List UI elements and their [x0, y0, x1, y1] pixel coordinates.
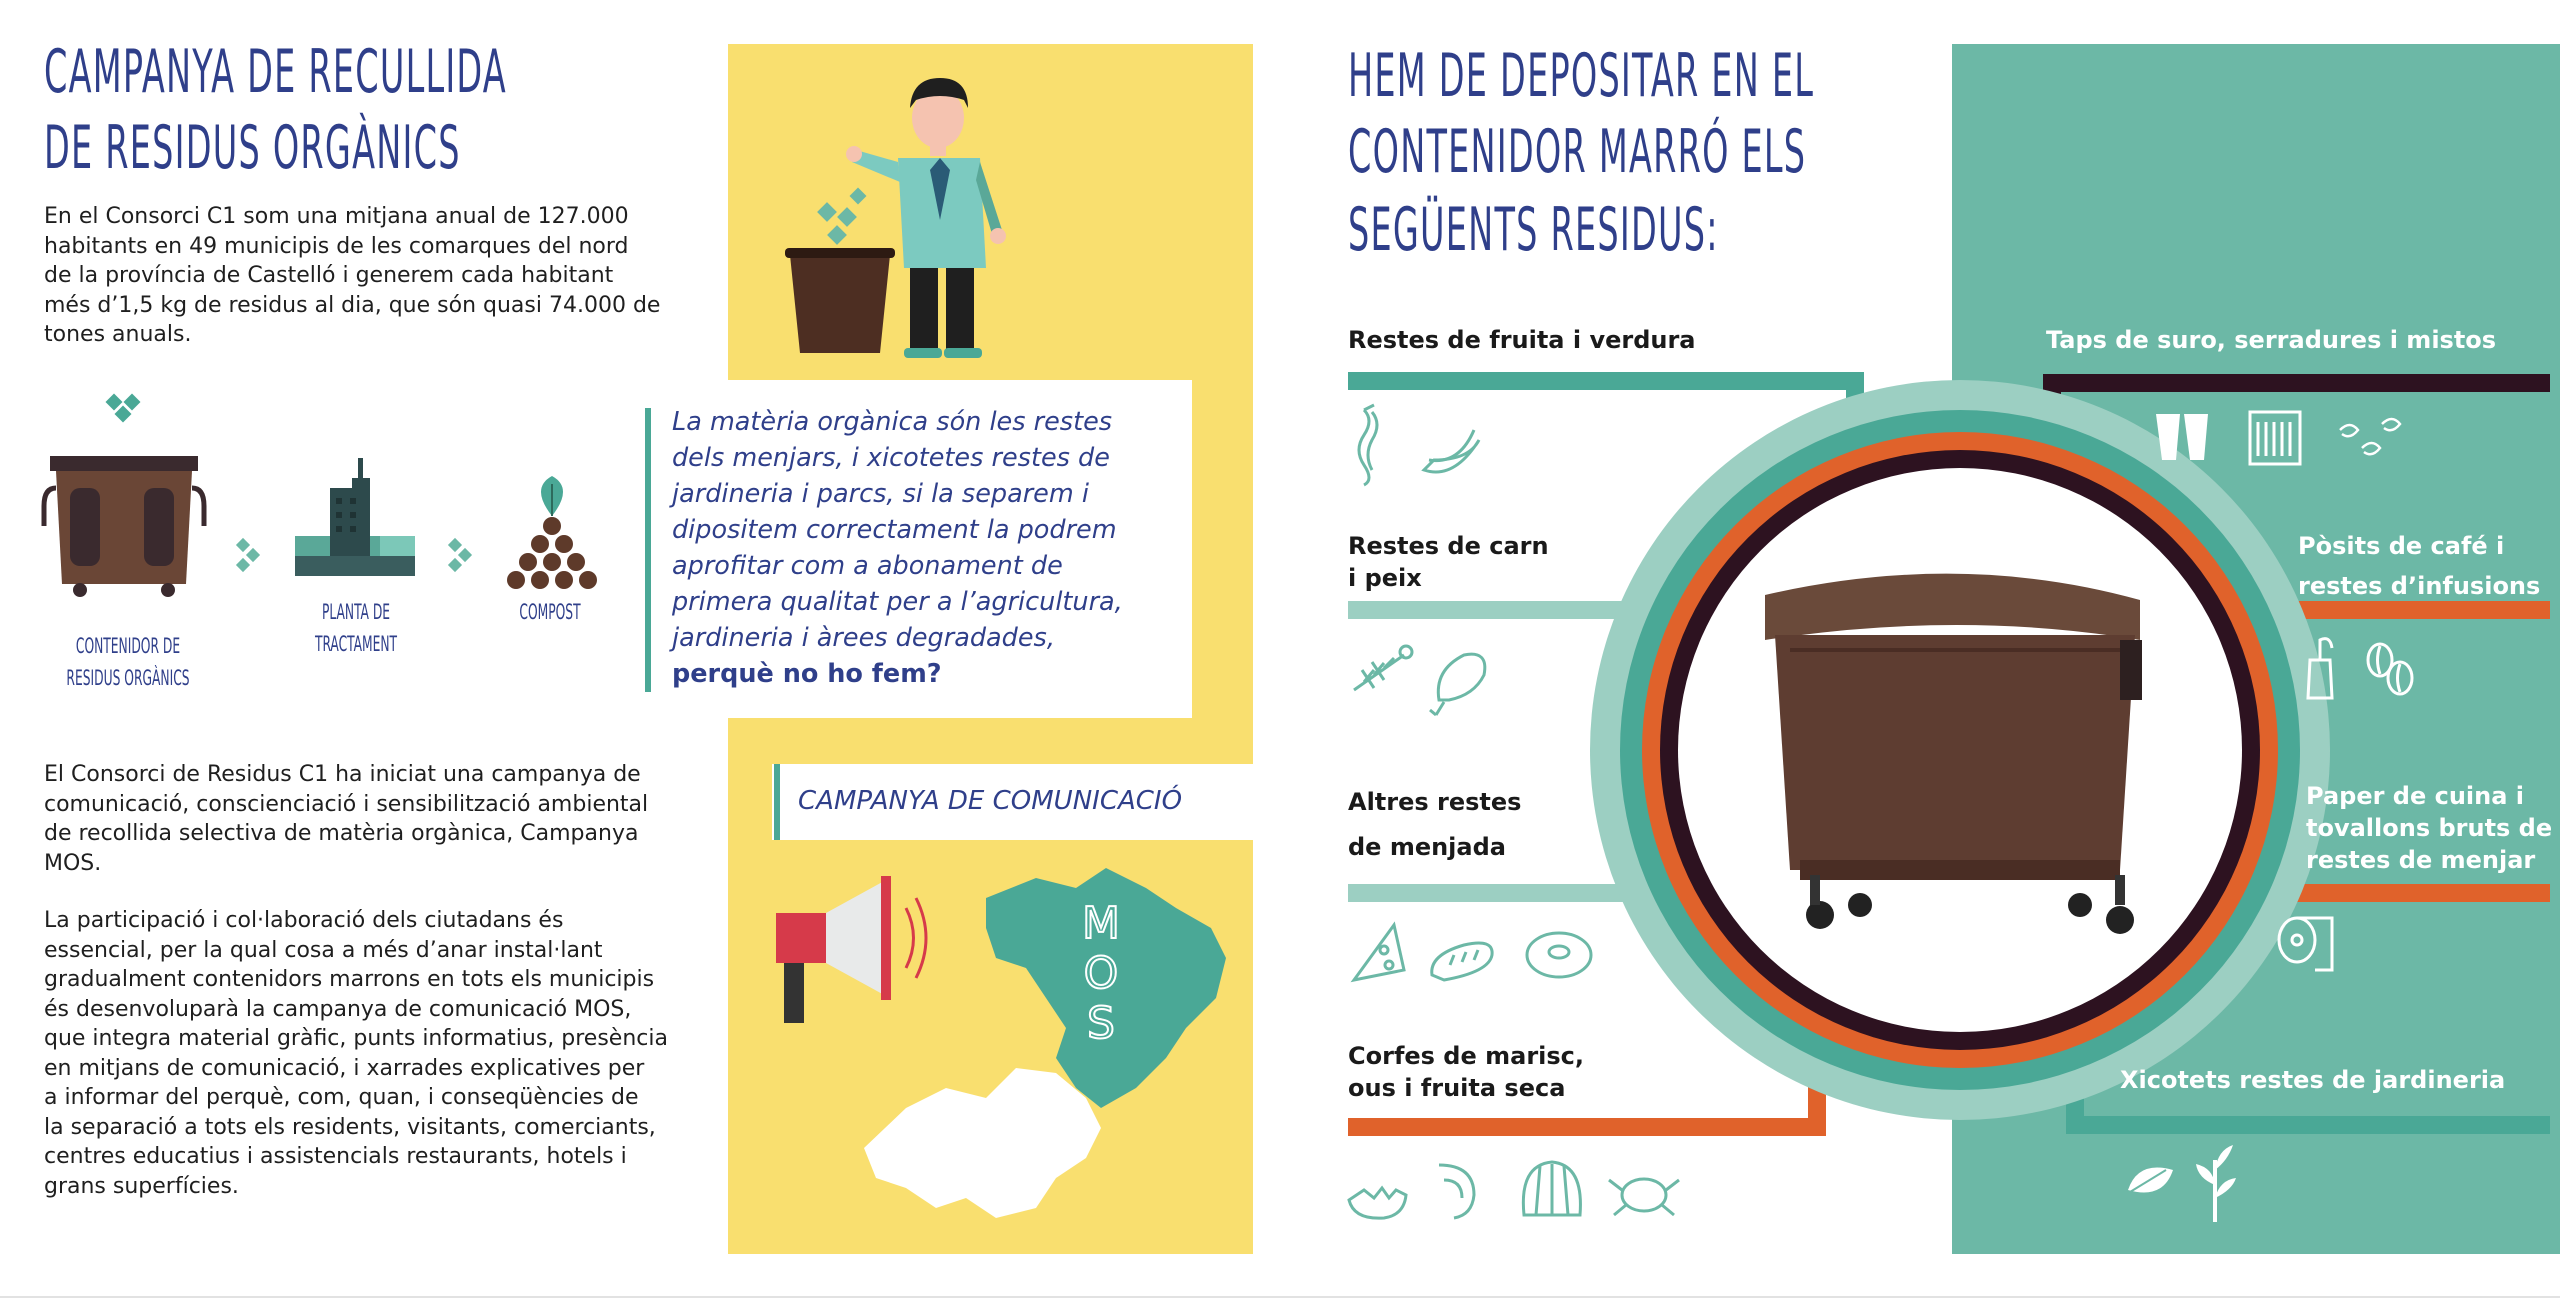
campaign-label: CAMPANYA DE COMUNICACIÓ: [798, 786, 1183, 816]
step2-label: PLANTA DE TRACTAMENT: [314, 600, 398, 656]
egg-shell-icon: [1349, 1188, 1406, 1218]
diamond-icon: [106, 394, 141, 423]
quote-bold: perquè no ho fem?: [672, 659, 942, 689]
compost-icon: [507, 476, 597, 589]
item-other-food: Altres restes de menjada: [1348, 788, 1522, 861]
arrow-icon: [448, 538, 472, 572]
shrimp-icon: [1439, 1165, 1474, 1218]
step3-label: COMPOST: [519, 600, 581, 624]
fish-bone-icon: [1354, 646, 1412, 690]
step1-label: CONTENIDOR DE RESIDUS ORGÀNICS: [66, 634, 190, 690]
shell-icons: [1344, 1150, 1684, 1230]
coffee-icons: [2300, 630, 2440, 710]
bread-icon: [1432, 943, 1492, 980]
item-meat-fish: Restes de carn i peix: [1348, 532, 1549, 592]
map-letter-s: S: [1087, 998, 1115, 1049]
map-letter-m: M: [1082, 898, 1120, 949]
food-icons: [1344, 910, 1604, 1000]
left-title-line2: DE RESIDUS ORGÀNICS: [44, 113, 461, 183]
tea-bag-icon: [2308, 639, 2332, 698]
right-title-line3: SEGÜENTS RESIDUS:: [1348, 195, 1719, 265]
item-garden: Xicotets restes de jardineria: [2120, 1066, 2506, 1094]
page-divider: [0, 1296, 2560, 1298]
donut-icon: [1527, 933, 1591, 977]
leaf-icons: [2118, 1140, 2258, 1230]
campaign-label-bar: [774, 764, 780, 840]
factory-icon: [295, 458, 415, 576]
plant-icon: [2196, 1145, 2236, 1222]
chicken-leg-icon: [1430, 654, 1485, 715]
cork-icons: [2150, 400, 2410, 480]
right-title-line1: HEM DE DEPOSITAR EN EL: [1348, 41, 1815, 111]
apple-core-icon: [1359, 405, 1377, 485]
left-title-line1: CAMPANYA DE RECULLIDA: [44, 37, 507, 107]
scallop-icon: [1523, 1162, 1580, 1215]
item-corks: Taps de suro, serradures i mistos: [2046, 326, 2497, 354]
organic-bin-icon: [44, 456, 204, 597]
crab-icon: [1609, 1179, 1679, 1215]
leaf-icon: [2128, 1168, 2173, 1193]
arrow-icon: [236, 538, 260, 572]
quote-text: La matèria orgànica són les restes dels menjars, i xicotetes restes de jardineria i parcs, si la separem i dipositem correctament la podrem aprofitar com a abonament de primera qualitat per a l’agricultura, jardineria i àrees degradades, perquè no ho fem?: [672, 404, 1182, 692]
item-shells-eggs: Corfes de marisc, ous i fruita seca: [1348, 1042, 1585, 1102]
person-recycling-illustration: [780, 70, 1040, 360]
item-fruit-veg: Restes de fruita i verdura: [1348, 326, 1696, 354]
intro-paragraph: En el Consorci C1 som una mitjana anual de 127.000 habitants en 49 municipis de les comarques del nord de la província de Castelló i generem cada habitant més d’1,5 kg de residus al dia, que són quasi 74.000 de tones anuals.: [44, 204, 661, 347]
matchbox-icon: [2250, 412, 2300, 464]
megaphone-map-illustration: [756, 858, 1246, 1230]
banana-icon: [1424, 430, 1479, 472]
meat-icons: [1344, 630, 1504, 720]
coffee-bean-icon: [2368, 644, 2412, 694]
quote-bar: [645, 408, 651, 692]
process-illustration: [40, 388, 620, 608]
participation-paragraph: La participació i col·laboració dels ciutadans és essencial, per la qual cosa a més d’anar instal·lant gradualment contenidors marrons en tots els municipis és desenvoluparà la campanya de comunicació MOS, que integra material gràfic, punts informatius, presència en mitjans de comunicació, i xarrades explicatives per a informar del perquè, com, quan, i conseqüències de la separació a tots els residents, visitants, comerciants, centres educatius i assistencials restaurants, hotels i grans superfícies.: [44, 908, 668, 1199]
cork-icon: [2156, 414, 2208, 460]
pizza-icon: [1354, 925, 1404, 980]
map-letter-o: O: [1083, 948, 1119, 999]
paper-roll-icon: [2272, 910, 2352, 980]
megaphone-icon: [776, 876, 926, 1023]
item-paper: Paper de cuina i tovallons bruts de restes de menjar: [2306, 782, 2553, 874]
right-title-line2: CONTENIDOR MARRÓ ELS: [1348, 117, 1807, 187]
item-coffee: Pòsits de café i restes d’infusions: [2298, 532, 2541, 600]
campaign-paragraph: El Consorci de Residus C1 ha iniciat una campanya de comunicació, conscienciació i sensibilització ambiental de recollida selectiva de matèria orgànica, Campanya MOS.: [44, 762, 649, 876]
sawdust-icon: [2340, 419, 2400, 454]
fruit-icons: [1344, 400, 1504, 490]
